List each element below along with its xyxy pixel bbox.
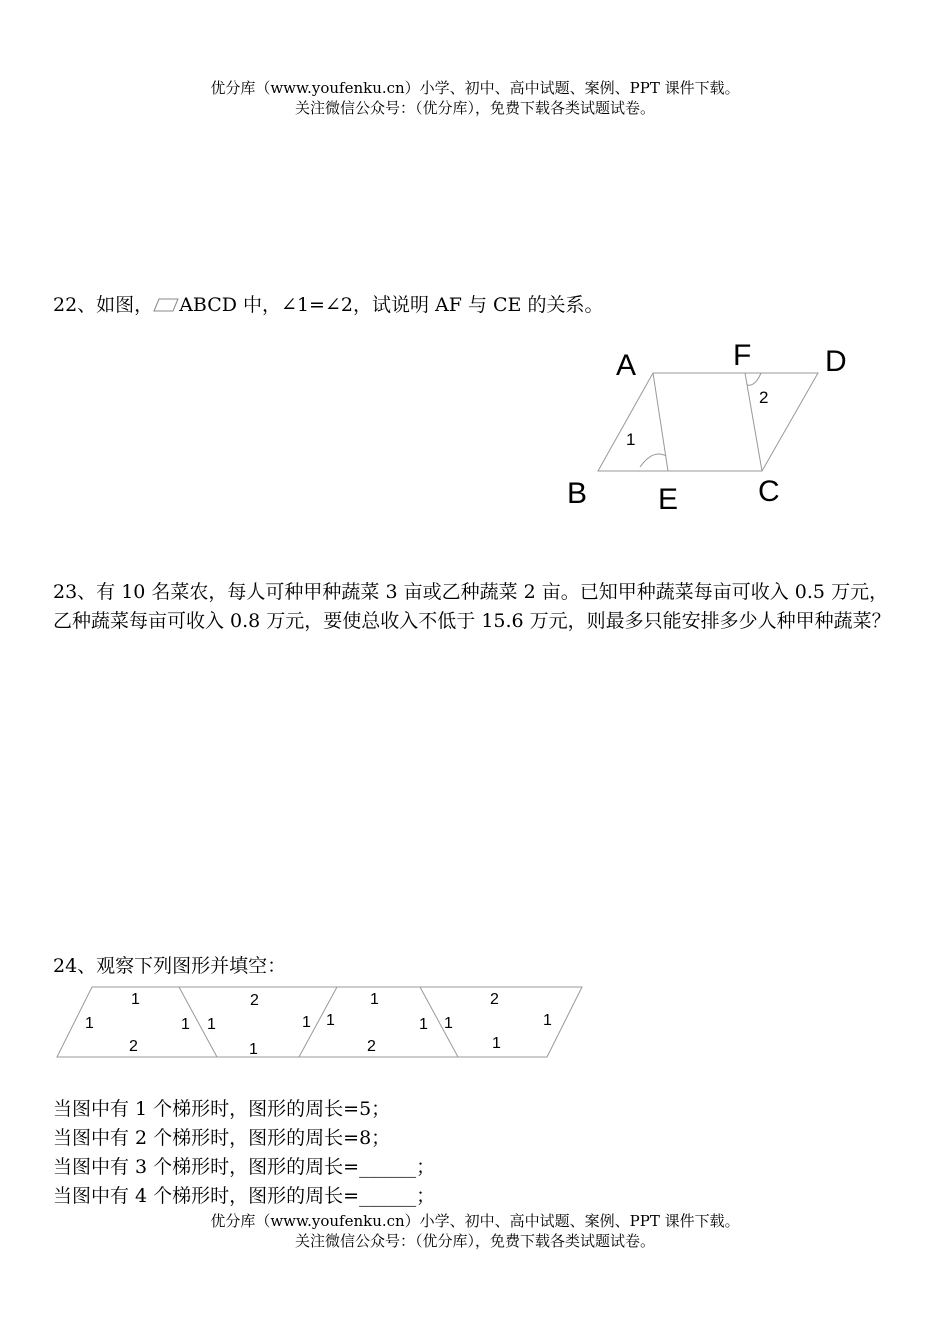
- question-22: [53, 291, 903, 320]
- segment-label: 1: [249, 1041, 258, 1058]
- parallelogram-abcd: [598, 373, 818, 471]
- q24-title: 24、观察下列图形并填空：: [53, 955, 287, 977]
- segment-label: 2: [367, 1038, 376, 1055]
- label-d: D: [825, 345, 847, 378]
- q24-line-2: 当图中有 2 个梯形时，图形的周长=8；: [53, 1127, 391, 1149]
- q22-rest: ABCD 中，∠1=∠2，试说明 AF 与 CE 的关系。: [179, 294, 604, 316]
- parallelogram-icon: [153, 298, 179, 312]
- footer-line-1: 优分库（www.youfenku.cn）小学、初中、高中试题、案例、PPT 课件下载。: [210, 1212, 740, 1230]
- segment-label: 1: [85, 1015, 94, 1032]
- q24-line-3: 当图中有 3 个梯形时，图形的周长=______；: [53, 1156, 436, 1178]
- header-line-2: 关注微信公众号：（优分库），免费下载各类试题试卷。: [294, 99, 655, 117]
- q22-figure: [555, 335, 875, 520]
- segment-label: 2: [250, 992, 259, 1009]
- q22-prefix: 22、如图，: [53, 294, 154, 316]
- page-footer: [0, 1211, 950, 1251]
- segment-label: 2: [490, 991, 499, 1008]
- question-23: 23、有 10 名菜农，每人可种甲种蔬菜 3 亩或乙种蔬菜 2 亩。已知甲种蔬菜每亩可收入 0.5 万元，乙种蔬菜每亩可收入 0.8 万元，要使总收入不低于 15.6 万元，则最多只能安排多少人种甲种蔬菜？: [53, 581, 891, 632]
- segment-label: 1: [207, 1016, 216, 1033]
- header-line-1: 优分库（www.youfenku.cn）小学、初中、高中试题、案例、PPT 课件下载。: [210, 79, 740, 97]
- segment-label: 1: [419, 1016, 428, 1033]
- segment-label: 1: [444, 1015, 453, 1032]
- segment-label: 1: [370, 991, 379, 1008]
- segment-label: 1: [492, 1035, 501, 1052]
- angle-1-arc: [640, 454, 666, 467]
- label-c: C: [758, 475, 780, 508]
- page-header: [0, 78, 950, 118]
- label-e: E: [658, 483, 679, 516]
- angle-1-label: 1: [626, 430, 636, 449]
- q24-line-4: 当图中有 4 个梯形时，图形的周长=______；: [53, 1185, 436, 1207]
- segment-label: 1: [326, 1012, 335, 1029]
- segment-label: 1: [181, 1016, 190, 1033]
- footer-line-2: 关注微信公众号：（优分库），免费下载各类试题试卷。: [294, 1232, 655, 1250]
- label-b: B: [567, 477, 588, 510]
- q24-line-1: 当图中有 1 个梯形时，图形的周长=5；: [53, 1098, 391, 1120]
- segment-label: 2: [129, 1038, 138, 1055]
- label-a: A: [616, 349, 637, 382]
- q24-figure: [50, 980, 590, 1065]
- segment-label: 1: [543, 1012, 552, 1029]
- segment-label: 1: [131, 991, 140, 1008]
- segment-label: 1: [302, 1014, 311, 1031]
- angle-2-label: 2: [759, 388, 769, 407]
- label-f: F: [733, 339, 752, 372]
- angle-2-arc: [747, 373, 761, 385]
